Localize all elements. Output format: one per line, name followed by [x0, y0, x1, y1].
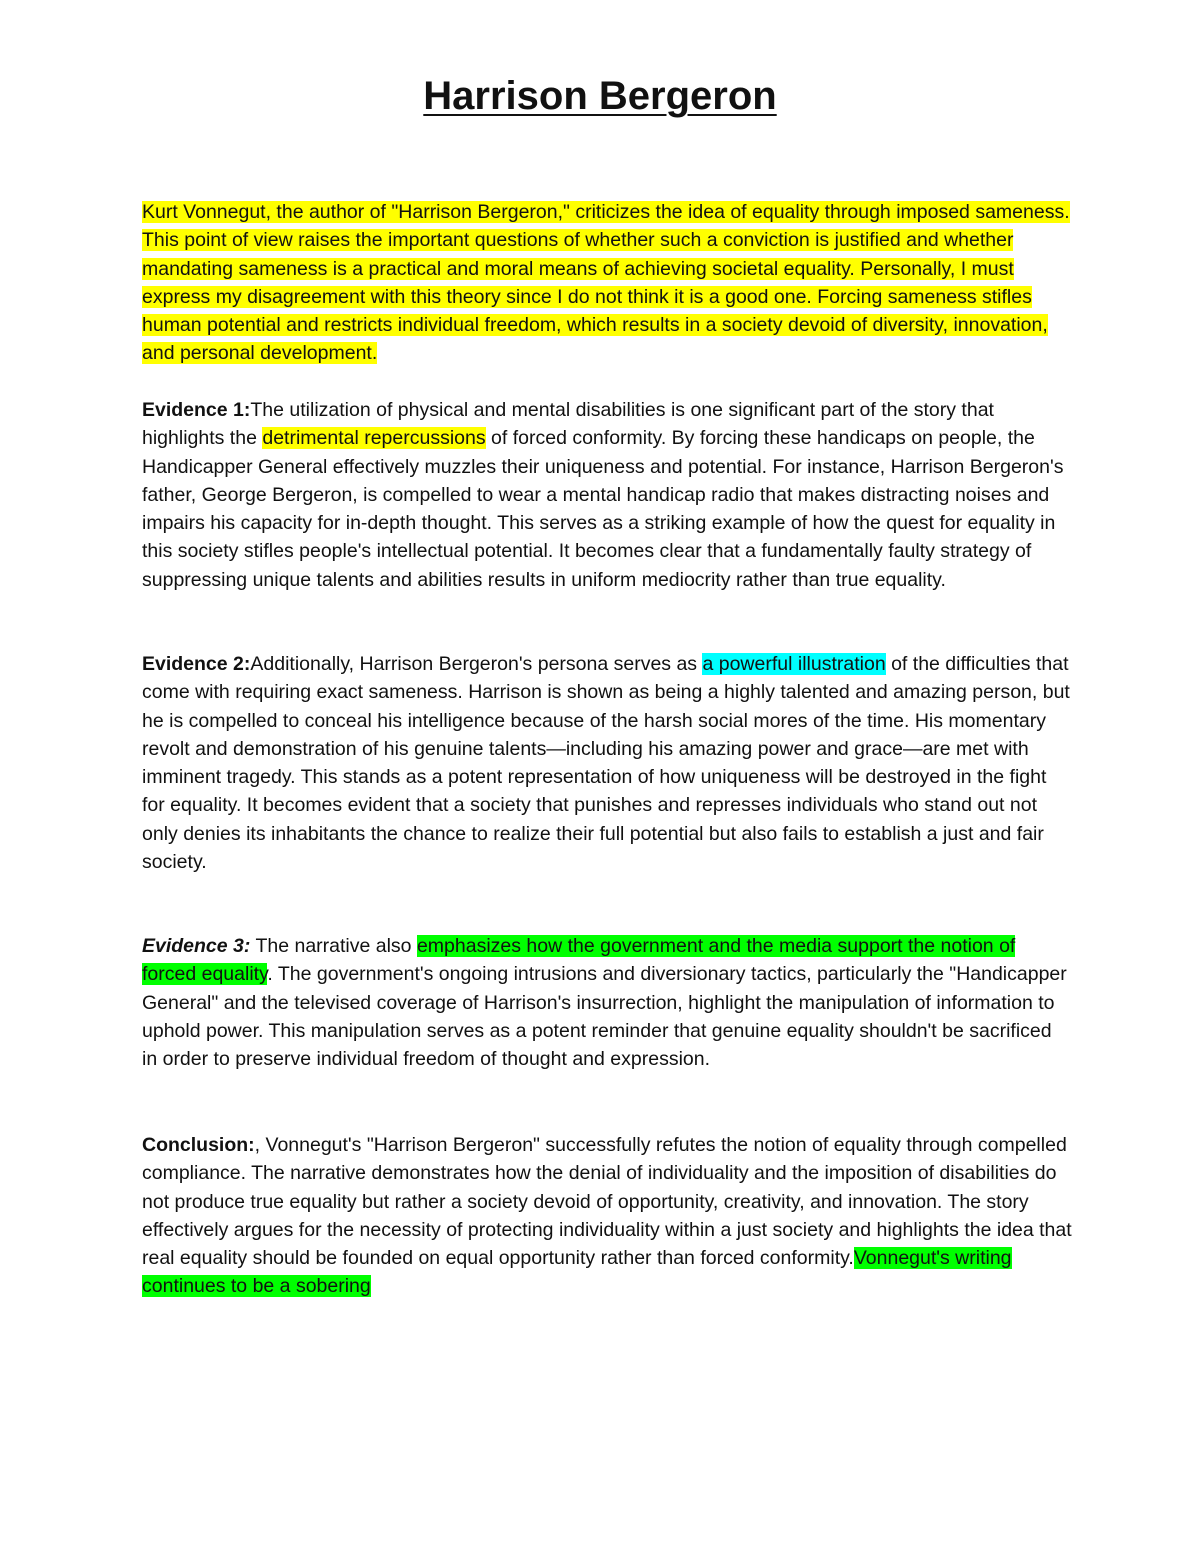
conclusion-paragraph — [142, 1131, 1072, 1301]
conclusion-highlight: Vonnegut's writing continues to be a sobering — [142, 1247, 1012, 1298]
evidence-1-text-before: The utilization of physical and mental disabilities is one significant part of the story that highlights the — [142, 399, 994, 450]
intro-highlight: Kurt Vonnegut, the author of "Harrison Bergeron," criticizes the idea of equality through imposed sameness. This point of view raises the important questions of whether such a conviction is justified and whether mandating sameness is a practical and moral means of achieving societal equality. Personally, I must express my disagreement with this theory since I do not think it is a good one. Forcing sameness stifles human potential and restricts individual freedom, which results in a society devoid of diversity, innovation, and personal development. — [142, 201, 1070, 365]
evidence-1-paragraph — [142, 396, 1072, 594]
evidence-3-text-before: The narrative also — [250, 935, 417, 957]
evidence-1-text-after: of forced conformity. By forcing these handicaps on people, the Handicapper General effectively muzzles their uniqueness and potential. For instance, Harrison Bergeron's father, George Bergeron, is compelled to wear a mental handicap radio that makes distracting noises and impairs his capacity for in-depth thought. This serves as a striking example of how the quest for equality in this society stifles people's intellectual potential. It becomes clear that a fundamentally faulty strategy of suppressing unique talents and abilities results in uniform mediocrity rather than true equality. — [142, 427, 1064, 591]
conclusion-text-before: , Vonnegut's "Harrison Bergeron" successfully refutes the notion of equality through compelled compliance. The narrative demonstrates how the denial of individuality and the imposition of disabilities do not produce true equality but rather a society devoid of opportunity, creativity, and innovation. The story effectively argues for the necessity of protecting individuality within a just society and highlights the idea that real equality should be founded on equal opportunity rather than forced conformity. — [142, 1134, 1072, 1270]
evidence-2-label: Evidence 2: — [142, 653, 251, 675]
intro-paragraph — [142, 198, 1072, 368]
evidence-2-highlight: a powerful illustration — [702, 653, 886, 675]
page-title: Harrison Bergeron — [423, 74, 777, 118]
evidence-2-text-after: of the difficulties that come with requiring exact sameness. Harrison is shown as being a highly talented and amazing person, but he is compelled to conceal his intelligence because of the harsh social mores of the time. His momentary revolt and demonstration of his genuine talents—including his amazing power and grace—are met with imminent tragedy. This stands as a potent representation of how uniqueness will be destroyed in the fight for equality. It becomes evident that a society that punishes and represses individuals who stand out not only denies its inhabitants the chance to realize their full potential but also fails to establish a just and fair society. — [142, 653, 1070, 874]
evidence-3-paragraph — [142, 932, 1072, 1073]
evidence-2-paragraph — [142, 650, 1072, 876]
evidence-3-label: Evidence 3: — [142, 935, 251, 957]
evidence-1-label: Evidence 1: — [142, 399, 251, 421]
evidence-3-text-after: . The government's ongoing intrusions and diversionary tactics, particularly the "Handicapper General" and the televised coverage of Harrison's insurrection, highlight the manipulation of information to uphold power. This manipulation serves as a potent reminder that genuine equality shouldn't be sacrificed in order to preserve individual freedom of thought and expression. — [142, 963, 1067, 1071]
evidence-2-text-before: Additionally, Harrison Bergeron's persona serves as — [250, 653, 703, 675]
conclusion-label: Conclusion: — [142, 1134, 255, 1156]
evidence-3-highlight: emphasizes how the government and the media support the notion of forced equality — [142, 935, 1016, 986]
evidence-1-highlight: detrimental repercussions — [262, 427, 486, 450]
